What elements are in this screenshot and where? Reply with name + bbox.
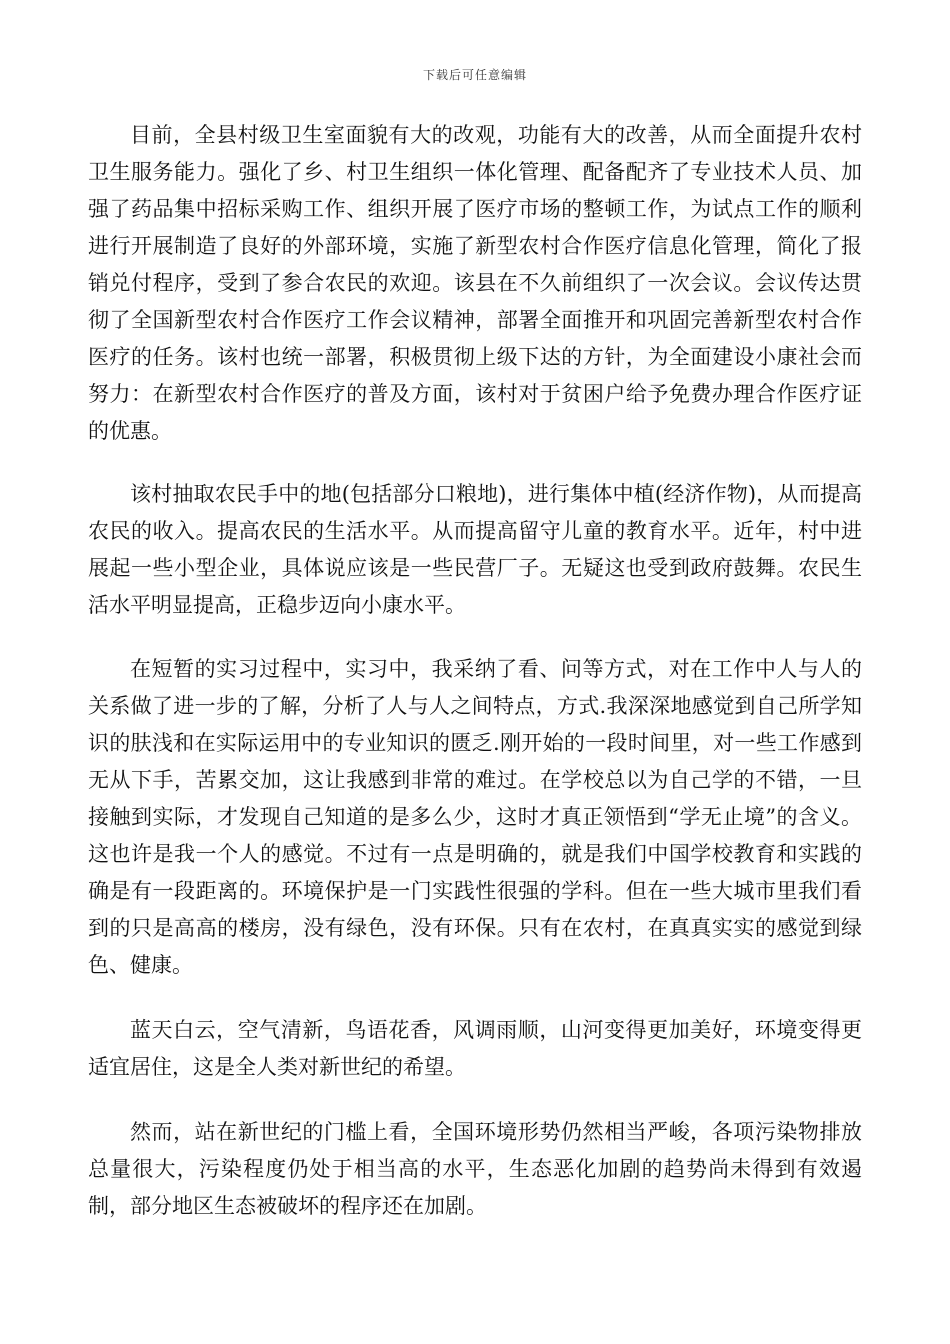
paragraph-4: 蓝天白云，空气清新，鸟语花香，风调雨顺，山河变得更加美好，环境变得更适宜居住，这是全人类对新世纪的希望。: [88, 1018, 862, 1079]
paragraph-3: 在短暂的实习过程中，实习中，我采纳了看、问等方式，对在工作中人与人的关系做了进一步的了解，分析了人与人之间特点，方式.我深深地感觉到自己所学知识的肤浅和在实际运用中的专业知识的匮乏.刚开始的一段时间里，对一些工作感到无从下手，苦累交加，这让我感到非常的难过。在学校总以为自己学的不错，一旦接触到实际，才发现自己知道的是多么少，这时才真正领悟到“学无止境”的含义。这也许是我一个人的感觉。不过有一点是明确的，就是我们中国学校教育和实践的确是有一段距离的。环境保护是一门实践性很强的学科。但在一些大城市里我们看到的只是高高的楼房，没有绿色，没有环保。只有在农村，在真真实实的感觉到绿色、健康。: [88, 657, 862, 977]
header-note: 下载后可任意编辑: [422, 68, 527, 82]
paragraph-5: 然而，站在新世纪的门槛上看，全国环境形势仍然相当严峻，各项污染物排放总量很大，污染程度仍处于相当高的水平，生态恶化加剧的趋势尚未得到有效遏制，部分地区生态被破坏的程序还在加剧。: [88, 1120, 862, 1218]
paragraph-2: 该村抽取农民手中的地(包括部分口粮地)，进行集体中植(经济作物)，从而提高农民的收入。提高农民的生活水平。从而提高留守儿童的教育水平。近年，村中进展起一些小型企业，具体说应该是一些民营厂子。无疑这也受到政府鼓舞。农民生活水平明显提高，正稳步迈向小康水平。: [88, 482, 862, 617]
document-body: [88, 117, 862, 1251]
paragraph-1: 目前，全县村级卫生室面貌有大的改观，功能有大的改善，从而全面提升农村卫生服务能力。强化了乡、村卫生组织一体化管理、配备配齐了专业技术人员、加强了药品集中招标采购工作、组织开展了医疗市场的整顿工作，为试点工作的顺利进行开展制造了良好的外部环境，实施了新型农村合作医疗信息化管理，简化了报销兑付程序，受到了参合农民的欢迎。该县在不久前组织了一次会议。会议传达贯彻了全国新型农村合作医疗工作会议精神，部署全面推开和巩固完善新型农村合作医疗的任务。该村也统一部署，积极贯彻上级下达的方针，为全面建设小康社会而努力：在新型农村合作医疗的普及方面，该村对于贫困户给予免费办理合作医疗证的优惠。: [88, 123, 862, 443]
